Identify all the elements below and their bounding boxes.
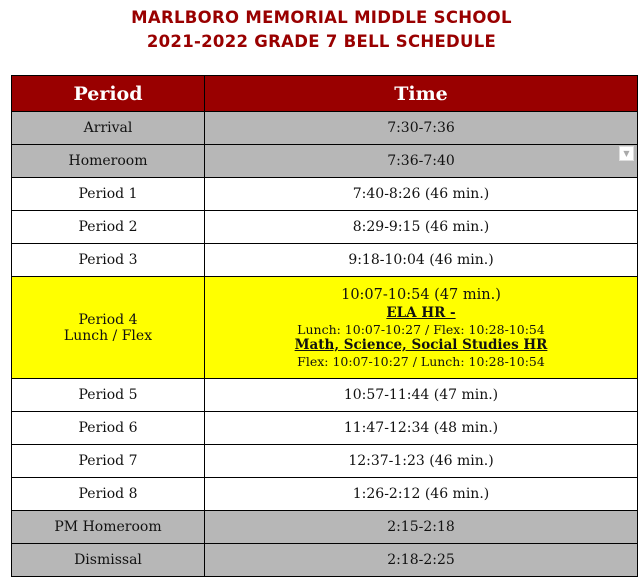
period-cell: Period 5 <box>12 379 205 412</box>
period-cell: PM Homeroom <box>12 511 205 544</box>
table-row <box>12 511 638 544</box>
bell-schedule-table <box>11 75 638 577</box>
table-row <box>12 544 638 577</box>
table-row-period-4 <box>12 277 638 379</box>
table-row <box>12 412 638 445</box>
time-cell: 10:57-11:44 (47 min.) <box>205 379 638 412</box>
period-sublabel: Lunch / Flex <box>63 327 153 344</box>
time-cell: 11:47-12:34 (48 min.) <box>205 412 638 445</box>
period-cell: Period 1 <box>12 178 205 211</box>
ela-detail: Lunch: 10:07-10:27 / Flex: 10:28-10:54 <box>297 322 545 337</box>
table-row <box>12 445 638 478</box>
table-row <box>12 112 638 145</box>
time-cell: 7:36-7:40 <box>205 145 638 178</box>
period-4-time: 10:07-10:54 (47 min.) <box>341 287 501 303</box>
header-time: Time <box>205 76 638 112</box>
period-cell: Period 3 <box>12 244 205 277</box>
period-cell: Period 2 <box>12 211 205 244</box>
period-cell: Period 7 <box>12 445 205 478</box>
time-cell: 9:18-10:04 (46 min.) <box>205 244 638 277</box>
period-label: Period 4 <box>78 311 138 328</box>
mss-heading: Math, Science, Social Studies HR <box>294 337 548 353</box>
table-row <box>12 244 638 277</box>
period-cell: Homeroom <box>12 145 205 178</box>
time-cell: 7:30-7:36 <box>205 112 638 145</box>
period-cell: Dismissal <box>12 544 205 577</box>
time-cell: 7:40-8:26 (46 min.) <box>205 178 638 211</box>
schedule-title: 2021-2022 GRADE 7 BELL SCHEDULE <box>146 32 497 51</box>
period-cell: Period 8 <box>12 478 205 511</box>
time-cell: 12:37-1:23 (46 min.) <box>205 445 638 478</box>
table-row <box>12 478 638 511</box>
time-cell: 1:26-2:12 (46 min.) <box>205 478 638 511</box>
dropdown-arrow-icon[interactable]: ▼ <box>619 146 634 161</box>
time-cell: 2:15-2:18 <box>205 511 638 544</box>
mss-detail: Flex: 10:07-10:27 / Lunch: 10:28-10:54 <box>297 354 545 369</box>
period-cell: Arrival <box>12 112 205 145</box>
table-row <box>12 145 638 178</box>
time-cell <box>205 277 638 379</box>
ela-heading: ELA HR - <box>386 305 456 321</box>
time-cell: 8:29-9:15 (46 min.) <box>205 211 638 244</box>
period-cell <box>12 277 205 379</box>
header-period: Period <box>12 76 205 112</box>
table-row <box>12 379 638 412</box>
table-row <box>12 178 638 211</box>
school-title: MARLBORO MEMORIAL MIDDLE SCHOOL <box>131 8 512 27</box>
time-cell: 2:18-2:25 <box>205 544 638 577</box>
header-row <box>12 76 638 112</box>
table-row <box>12 211 638 244</box>
period-cell: Period 6 <box>12 412 205 445</box>
